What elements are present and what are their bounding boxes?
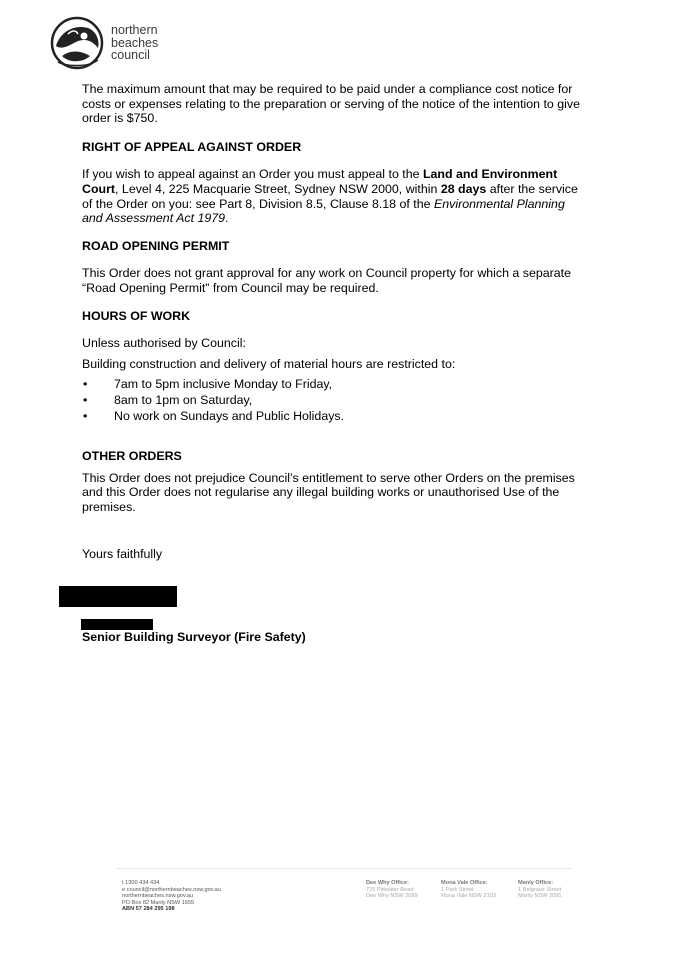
footer-email: e council@northernbeaches.nsw.gov.au	[122, 886, 221, 893]
footer-divider	[116, 868, 572, 869]
office-address: 725 Pittwater Road	[366, 886, 414, 893]
appeal-deadline: 28 days	[440, 181, 487, 196]
appeal-paragraph	[82, 167, 582, 225]
road-permit-heading: ROAD OPENING PERMIT	[82, 238, 230, 253]
page-footer	[116, 868, 572, 928]
appeal-heading: RIGHT OF APPEAL AGAINST ORDER	[82, 139, 302, 154]
hours-restricted-line: Building construction and delivery of material hours are restricted to:	[82, 356, 456, 371]
footer-office-deewhy	[366, 880, 418, 900]
office-address: 1 Park Street	[441, 886, 474, 893]
list-item-text: 7am to 5pm inclusive Monday to Friday,	[114, 377, 333, 392]
footer-phone: t 1300 434 434	[122, 880, 160, 886]
compliance-cost-paragraph: The maximum amount that may be required to be paid under a compliance cost notice for costs or expenses relating to the preparation or serving of the notice of the intention to give order is $750.	[82, 82, 580, 126]
list-item	[82, 409, 582, 425]
bullet-icon: •	[83, 377, 88, 392]
council-logo-wordmark	[111, 24, 158, 62]
office-suburb: Manly NSW 2095	[518, 893, 562, 900]
hours-list	[82, 377, 582, 424]
office-address: 1 Belgrave Street	[518, 886, 562, 893]
office-suburb: Mona Vale NSW 2103	[441, 893, 496, 900]
appeal-text-2: , Level 4, 225 Macquarie Street, Sydney NSW 2000, within	[115, 181, 441, 196]
appeal-text-1: If you wish to appeal against an Order you must appeal to the	[82, 167, 423, 182]
bullet-icon: •	[83, 408, 88, 423]
office-suburb: Dee Why NSW 2099	[366, 893, 418, 900]
office-title: Manly Office:	[518, 880, 554, 886]
footer-contact	[122, 880, 221, 913]
other-orders-heading: OTHER ORDERS	[82, 449, 182, 464]
logo-line-1: northern	[111, 23, 158, 37]
appeal-text-3: after the service of the Order on you: see Part 8, Division 8.5, Clause 8.18 of the	[82, 181, 578, 211]
closing-salutation: Yours faithfully	[82, 547, 163, 562]
bullet-icon: •	[83, 392, 88, 407]
list-item-text: No work on Sundays and Public Holidays.	[114, 408, 345, 423]
road-permit-paragraph: This Order does not grant approval for any work on Council property for which a separate “Road Opening Permit” from Council may be required.	[82, 266, 571, 295]
footer-po-box: PO Box 82 Manly NSW 1655	[122, 899, 195, 906]
council-logo	[48, 16, 178, 70]
office-title: Dee Why Office:	[366, 880, 409, 886]
list-item	[82, 377, 582, 393]
footer-website: northernbeaches.nsw.gov.au	[122, 893, 194, 900]
redacted-name	[81, 619, 153, 630]
hours-authorised-line: Unless authorised by Council:	[82, 336, 246, 351]
logo-line-3: council	[111, 48, 150, 62]
signatory-title: Senior Building Surveyor (Fire Safety)	[82, 630, 306, 644]
appeal-text-4: .	[225, 211, 229, 226]
logo-line-2: beaches	[111, 35, 159, 50]
letter-body	[82, 82, 582, 562]
list-item	[82, 393, 582, 409]
act-name: Environmental Planning and Assessment Act 1979	[82, 196, 565, 226]
footer-office-manly	[518, 880, 562, 900]
footer-office-monavale	[441, 880, 496, 900]
hours-heading: HOURS OF WORK	[82, 308, 191, 323]
other-orders-paragraph: This Order does not prejudice Council’s entitlement to serve other Orders on the premises and this Order does not regularise any illegal building works or unauthorised Use of the premises.	[82, 470, 575, 514]
council-logo-emblem	[48, 16, 106, 70]
office-title: Mona Vale Office:	[441, 880, 488, 886]
court-name: Land and Environment Court	[82, 167, 558, 196]
list-item-text: 8am to 1pm on Saturday,	[114, 392, 253, 407]
redacted-signature	[59, 586, 177, 607]
footer-abn: ABN 57 284 295 198	[122, 906, 175, 913]
